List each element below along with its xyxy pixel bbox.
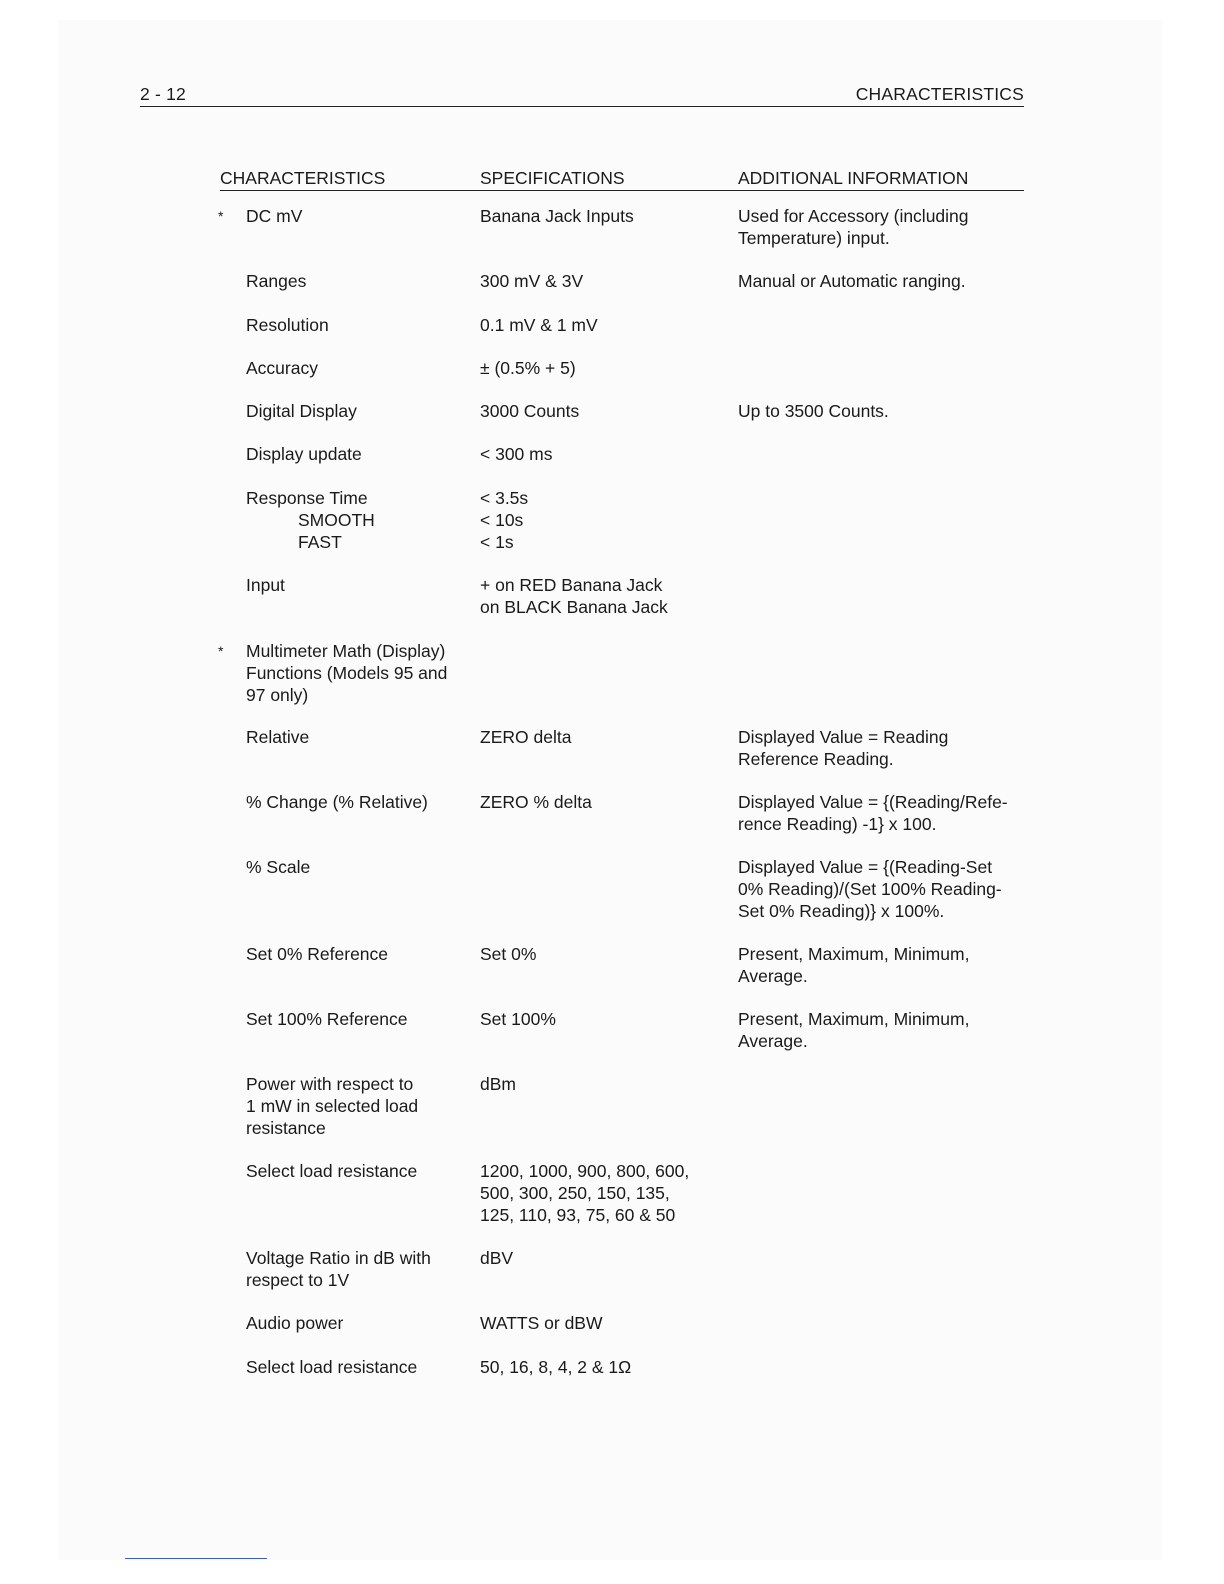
- cell-line: 0.1 mV & 1 mV: [480, 315, 598, 335]
- specification-cell: [480, 943, 730, 965]
- cell-line: < 1s: [480, 532, 514, 552]
- additional-info-cell: [738, 205, 1038, 249]
- cell-line: ZERO delta: [480, 727, 572, 747]
- cell-line: Multimeter Math (Display): [246, 641, 446, 661]
- cell-line: % Change (% Relative): [246, 792, 428, 812]
- row-bullet: *: [218, 208, 224, 224]
- column-header-characteristics: CHARACTERISTICS: [220, 168, 386, 188]
- characteristic-cell: [246, 1160, 476, 1182]
- cell-line: 300 mV & 3V: [480, 271, 584, 291]
- cell-line: on BLACK Banana Jack: [480, 597, 668, 617]
- specification-cell: [480, 1356, 730, 1378]
- cell-line: Up to 3500 Counts.: [738, 401, 889, 421]
- cell-line: < 300 ms: [480, 444, 553, 464]
- additional-info-cell: [738, 1008, 1038, 1052]
- characteristic-cell: [246, 357, 476, 379]
- cell-line: 3000 Counts: [480, 401, 580, 421]
- cell-line: Manual or Automatic ranging.: [738, 271, 966, 291]
- characteristic-cell: [246, 791, 476, 813]
- cell-line: resistance: [246, 1118, 326, 1138]
- cell-line: Set 0%: [480, 944, 537, 964]
- specification-cell: [480, 443, 730, 465]
- footer-rule: [125, 1558, 267, 1559]
- specification-cell: [480, 1008, 730, 1030]
- cell-line: Displayed Value = Reading: [738, 727, 949, 747]
- cell-line: Response Time: [246, 488, 368, 508]
- characteristic-cell: [246, 314, 476, 336]
- characteristic-cell: [246, 1008, 476, 1030]
- additional-info-cell: [738, 791, 1038, 835]
- cell-line: Used for Accessory (including: [738, 206, 969, 226]
- page-header: [140, 84, 1024, 107]
- characteristic-cell: [246, 487, 476, 553]
- additional-info-cell: [738, 856, 1038, 922]
- specification-cell: [480, 1160, 730, 1226]
- specification-cell: [480, 314, 730, 336]
- section-title: CHARACTERISTICS: [855, 84, 1024, 104]
- cell-line: Average.: [738, 1031, 808, 1051]
- cell-line: Displayed Value = {(Reading/Refe-: [738, 792, 1008, 812]
- cell-line: 1 mW in selected load: [246, 1096, 419, 1116]
- characteristic-cell: [246, 443, 476, 465]
- cell-line: Resolution: [246, 315, 329, 335]
- cell-line: Input: [246, 575, 285, 595]
- cell-line: Average.: [738, 966, 808, 986]
- cell-line: WATTS or dBW: [480, 1313, 603, 1333]
- cell-line: FAST: [298, 532, 342, 552]
- characteristic-cell: [246, 943, 476, 965]
- cell-line: Ranges: [246, 271, 307, 291]
- specification-cell: [480, 726, 730, 748]
- cell-line: Display update: [246, 444, 362, 464]
- cell-line: Set 100% Reference: [246, 1009, 408, 1029]
- cell-line: < 10s: [480, 510, 524, 530]
- characteristic-cell: [246, 205, 476, 227]
- cell-line: Power with respect to: [246, 1074, 414, 1094]
- cell-line: Displayed Value = {(Reading-Set: [738, 857, 993, 877]
- cell-line: Reference Reading.: [738, 749, 894, 769]
- additional-info-cell: [738, 270, 1038, 292]
- page-number: 2 - 12: [140, 84, 186, 104]
- cell-line: Accuracy: [246, 358, 318, 378]
- characteristic-cell: [246, 1247, 476, 1291]
- column-header-specifications: SPECIFICATIONS: [480, 168, 625, 188]
- cell-line: DC mV: [246, 206, 303, 226]
- characteristic-cell: [246, 856, 476, 878]
- specification-cell: [480, 1073, 730, 1095]
- characteristic-cell: [246, 270, 476, 292]
- cell-line: SMOOTH: [298, 510, 375, 530]
- characteristic-cell: [246, 400, 476, 422]
- cell-line: < 3.5s: [480, 488, 529, 508]
- additional-info-cell: [738, 400, 1038, 422]
- cell-line: rence Reading) -1} x 100.: [738, 814, 937, 834]
- additional-info-cell: [738, 943, 1038, 987]
- cell-line: 500, 300, 250, 150, 135,: [480, 1183, 670, 1203]
- cell-line: Set 0% Reference: [246, 944, 389, 964]
- specification-cell: [480, 791, 730, 813]
- characteristic-cell: [246, 574, 476, 596]
- characteristic-cell: [246, 1356, 476, 1378]
- specification-cell: [480, 487, 730, 553]
- cell-line: 1200, 1000, 900, 800, 600,: [480, 1161, 690, 1181]
- specification-cell: [480, 400, 730, 422]
- specification-cell: [480, 270, 730, 292]
- specification-cell: [480, 1312, 730, 1334]
- specification-cell: [480, 357, 730, 379]
- column-header-additional-information: ADDITIONAL INFORMATION: [738, 168, 969, 188]
- cell-line: ZERO % delta: [480, 792, 592, 812]
- cell-line: Set 100%: [480, 1009, 556, 1029]
- cell-line: respect to 1V: [246, 1270, 350, 1290]
- cell-line: 50, 16, 8, 4, 2 & 1Ω: [480, 1357, 632, 1377]
- cell-line: + on RED Banana Jack: [480, 575, 663, 595]
- row-bullet: *: [218, 643, 224, 659]
- cell-line: 97 only): [246, 685, 309, 705]
- specification-cell: [480, 205, 730, 227]
- cell-line: Select load resistance: [246, 1161, 418, 1181]
- characteristic-cell: [246, 1312, 476, 1334]
- cell-line: Set 0% Reading)} x 100%.: [738, 901, 945, 921]
- cell-line: 125, 110, 93, 75, 60 & 50: [480, 1205, 676, 1225]
- cell-line: Present, Maximum, Minimum,: [738, 944, 970, 964]
- specification-cell: [480, 574, 730, 618]
- table-column-headers: [220, 168, 1024, 191]
- cell-line: Select load resistance: [246, 1357, 418, 1377]
- cell-line: dBV: [480, 1248, 514, 1268]
- characteristic-cell: [246, 640, 476, 706]
- cell-line: Relative: [246, 727, 310, 747]
- cell-line: Banana Jack Inputs: [480, 206, 634, 226]
- characteristic-cell: [246, 1073, 476, 1139]
- cell-line: Audio power: [246, 1313, 344, 1333]
- cell-line: Temperature) input.: [738, 228, 890, 248]
- specification-cell: [480, 1247, 730, 1269]
- cell-line: Digital Display: [246, 401, 357, 421]
- cell-line: Functions (Models 95 and: [246, 663, 448, 683]
- cell-line: Voltage Ratio in dB with: [246, 1248, 431, 1268]
- characteristic-cell: [246, 726, 476, 748]
- cell-line: dBm: [480, 1074, 516, 1094]
- cell-line: % Scale: [246, 857, 311, 877]
- cell-line: 0% Reading)/(Set 100% Reading-: [738, 879, 1002, 899]
- cell-line: Present, Maximum, Minimum,: [738, 1009, 970, 1029]
- cell-line: ± (0.5% + 5): [480, 358, 576, 378]
- additional-info-cell: [738, 726, 1038, 770]
